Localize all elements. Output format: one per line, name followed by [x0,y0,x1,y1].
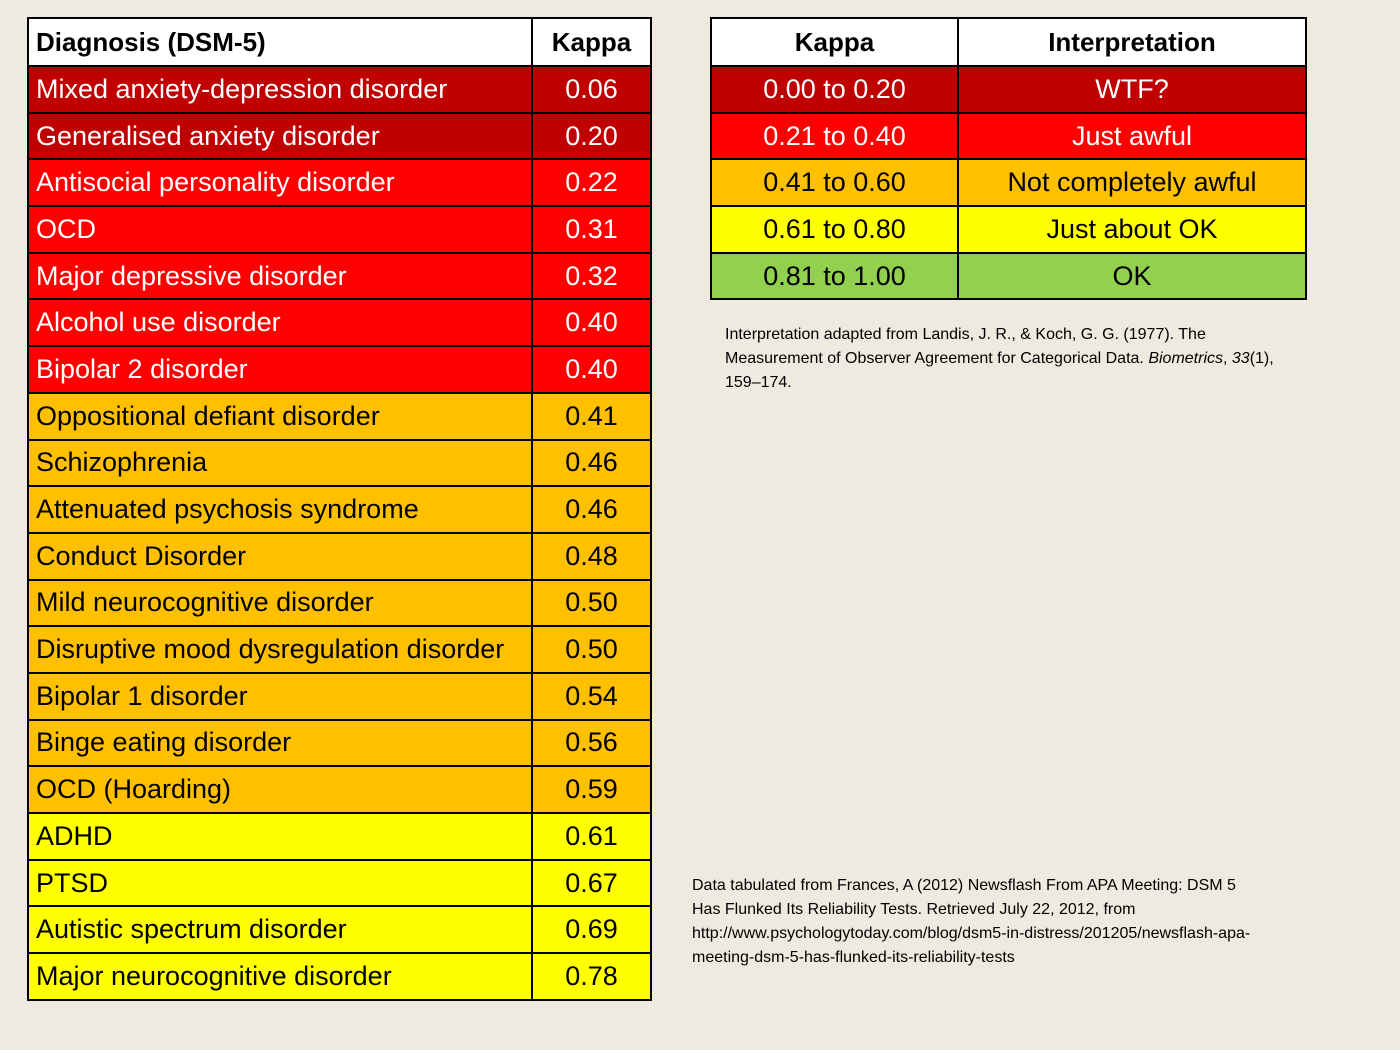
diagnosis-name-cell: Attenuated psychosis syndrome [28,486,532,533]
kappa-value-cell: 0.46 [532,486,651,533]
diagnosis-name-cell: Disruptive mood dysregulation disorder [28,626,532,673]
interpretation-cell: OK [958,253,1306,300]
diagnosis-name-cell: Conduct Disorder [28,533,532,580]
diagnosis-name-cell: Antisocial personality disorder [28,159,532,206]
kappa-value-cell: 0.22 [532,159,651,206]
diagnosis-name-cell: Oppositional defiant disorder [28,393,532,440]
citation-separator: , [1223,350,1232,367]
interpretation-row [711,159,1306,206]
diagnosis-row [28,486,651,533]
diagnosis-row [28,299,651,346]
diagnosis-name-cell: Alcohol use disorder [28,299,532,346]
interpretation-table-body [711,66,1306,299]
interpretation-row [711,66,1306,113]
interpretation-row [711,206,1306,253]
kappa-value-cell: 0.31 [532,206,651,253]
kappa-range-cell: 0.21 to 0.40 [711,113,958,160]
diagnosis-name-cell: OCD [28,206,532,253]
kappa-value-cell: 0.41 [532,393,651,440]
kappa-range-cell: 0.61 to 0.80 [711,206,958,253]
interpretation-row [711,113,1306,160]
diagnosis-row [28,860,651,907]
diagnosis-name-cell: OCD (Hoarding) [28,766,532,813]
diagnosis-row [28,159,651,206]
diagnosis-name-cell: Bipolar 2 disorder [28,346,532,393]
diagnosis-row [28,766,651,813]
diagnosis-table-header-row [28,18,651,66]
citation-text: Interpretation adapted from Landis, J. R., & Koch, G. G. (1977). The Measurement of Observer Agreement for Categorical Data. [725,326,1206,367]
diagnosis-name-cell: Autistic spectrum disorder [28,906,532,953]
kappa-value-cell: 0.69 [532,906,651,953]
kappa-value-cell: 0.32 [532,253,651,300]
kappa-value-cell: 0.46 [532,440,651,487]
interpretation-cell: WTF? [958,66,1306,113]
interpretation-cell: Just about OK [958,206,1306,253]
kappa-value-cell: 0.78 [532,953,651,1000]
diagnosis-name-cell: Schizophrenia [28,440,532,487]
interpretation-column-header: Interpretation [958,18,1306,66]
diagnosis-row [28,626,651,673]
diagnosis-kappa-table [27,17,652,1001]
kappa-value-cell: 0.56 [532,720,651,767]
diagnosis-name-cell: PTSD [28,860,532,907]
citation-volume: 33 [1231,350,1250,367]
diagnosis-column-header: Diagnosis (DSM-5) [28,18,532,66]
diagnosis-row [28,440,651,487]
diagnosis-row [28,346,651,393]
kappa-value-cell: 0.40 [532,299,651,346]
citation-journal: Biometrics [1148,350,1223,367]
diagnosis-row [28,253,651,300]
interpretation-cell: Not completely awful [958,159,1306,206]
diagnosis-row [28,113,651,160]
diagnosis-name-cell: ADHD [28,813,532,860]
kappa-interpretation-table [710,17,1307,300]
interpretation-row [711,253,1306,300]
kappa-value-cell: 0.48 [532,533,651,580]
diagnosis-name-cell: Bipolar 1 disorder [28,673,532,720]
kappa-range-cell: 0.41 to 0.60 [711,159,958,206]
diagnosis-row [28,66,651,113]
interpretation-cell: Just awful [958,113,1306,160]
diagnosis-name-cell: Mixed anxiety-depression disorder [28,66,532,113]
kappa-value-cell: 0.67 [532,860,651,907]
diagnosis-row [28,533,651,580]
kappa-range-cell: 0.81 to 1.00 [711,253,958,300]
diagnosis-row [28,580,651,627]
kappa-value-cell: 0.06 [532,66,651,113]
kappa-value-cell: 0.54 [532,673,651,720]
diagnosis-row [28,906,651,953]
data-source-note: Data tabulated from Frances, A (2012) Newsflash From APA Meeting: DSM 5 Has Flunked Its Reliability Tests. Retrieved July 22, 2012, from http://www.psychologytoday.com/blog/dsm5-in-distress/201205/newsflash-apa-meeting-dsm-5-has-flunked-its-reliability-tests [692,877,1251,966]
diagnosis-row [28,393,651,440]
kappa-value-cell: 0.20 [532,113,651,160]
kappa-value-cell: 0.50 [532,626,651,673]
diagnosis-name-cell: Binge eating disorder [28,720,532,767]
kappa-range-cell: 0.00 to 0.20 [711,66,958,113]
kappa-range-column-header: Kappa [711,18,958,66]
kappa-value-cell: 0.50 [532,580,651,627]
diagnosis-name-cell: Generalised anxiety disorder [28,113,532,160]
reference-citation [725,323,1295,395]
kappa-column-header: Kappa [532,18,651,66]
diagnosis-row [28,720,651,767]
diagnosis-name-cell: Major neurocognitive disorder [28,953,532,1000]
citation-pages: (1), 159–174. [725,350,1274,391]
kappa-value-cell: 0.40 [532,346,651,393]
diagnosis-row [28,673,651,720]
diagnosis-row [28,953,651,1000]
diagnosis-name-cell: Major depressive disorder [28,253,532,300]
kappa-value-cell: 0.59 [532,766,651,813]
interpretation-table-header-row [711,18,1306,66]
diagnosis-row [28,813,651,860]
diagnosis-table-body [28,66,651,1000]
diagnosis-name-cell: Mild neurocognitive disorder [28,580,532,627]
kappa-value-cell: 0.61 [532,813,651,860]
diagnosis-row [28,206,651,253]
